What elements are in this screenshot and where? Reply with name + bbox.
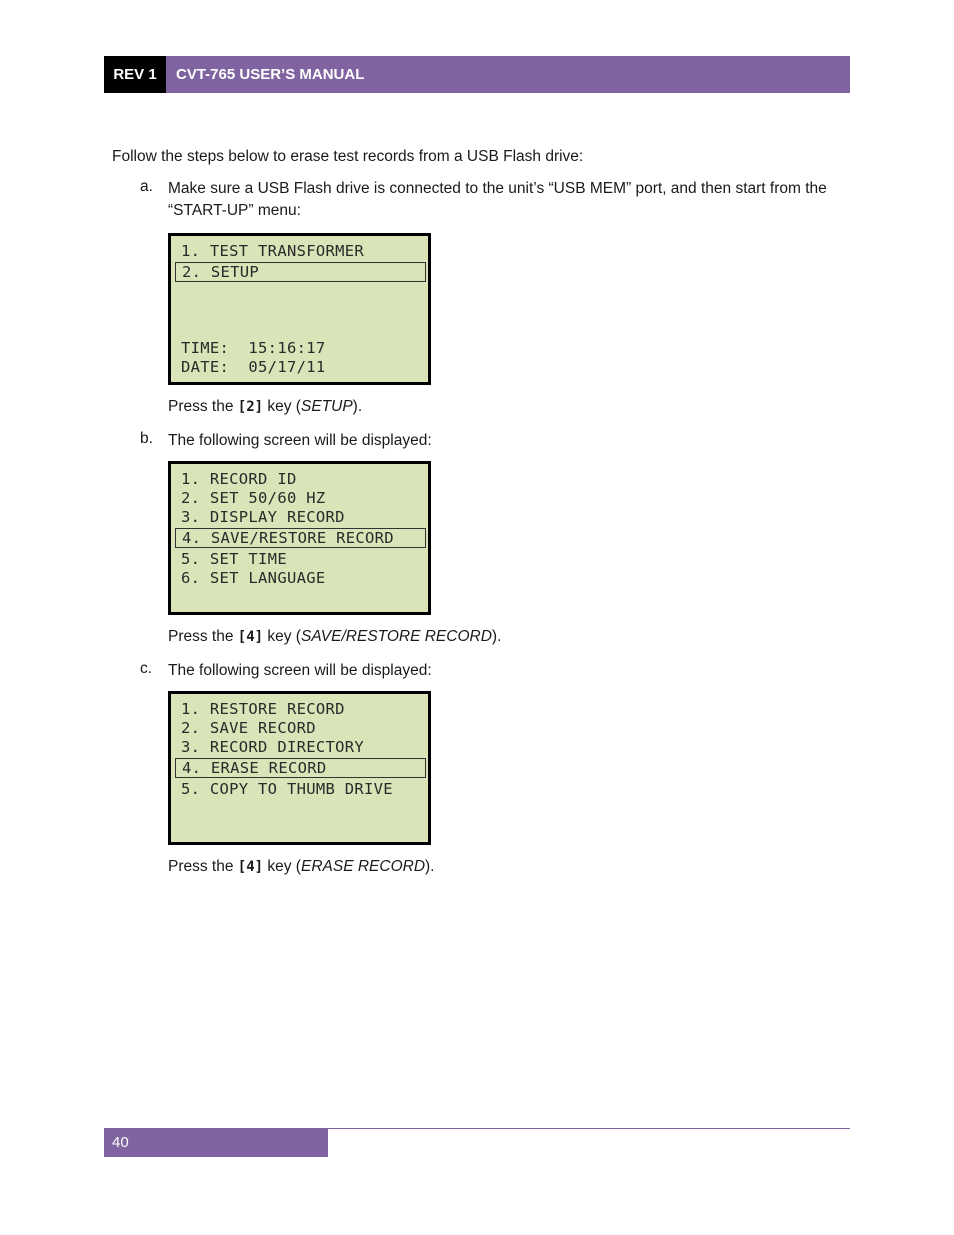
press-text: ). xyxy=(425,858,435,875)
step-c-instruction xyxy=(168,858,434,876)
press-text: ). xyxy=(491,628,502,645)
step-b-letter: b. xyxy=(140,430,153,447)
step-a-text: Make sure a USB Flash drive is connected to the unit’s “USB MEM” port, and then start from the “START-UP” menu: xyxy=(168,180,827,219)
lcd-line: 1. TEST TRANSFORMER xyxy=(181,242,365,260)
lcd-line: 3. DISPLAY RECORD xyxy=(181,508,345,526)
key-label: [2] xyxy=(237,399,264,415)
lcd-startup-menu xyxy=(168,233,431,385)
press-text: Press the xyxy=(168,628,238,645)
step-b-instruction xyxy=(168,628,501,646)
step-c-text: The following screen will be displayed: xyxy=(168,662,432,679)
step-b-text: The following screen will be displayed: xyxy=(168,432,432,449)
lcd-line: 5. COPY TO THUMB DRIVE xyxy=(181,780,393,798)
press-text: Press the xyxy=(168,398,238,415)
press-text: key ( xyxy=(263,398,301,415)
lcd-line: 2. SAVE RECORD xyxy=(181,719,316,737)
page-header xyxy=(104,56,850,93)
intro-paragraph: Follow the steps below to erase test records from a USB Flash drive: xyxy=(112,148,584,165)
key-label: [4] xyxy=(237,629,264,645)
press-text: Press the xyxy=(168,858,238,875)
action-name: SETUP xyxy=(300,398,353,415)
press-text: key ( xyxy=(263,628,301,645)
lcd-line-selected: 2. SETUP xyxy=(175,262,426,282)
lcd-line-date: DATE: 05/17/11 xyxy=(181,358,326,376)
step-a-letter: a. xyxy=(140,178,153,195)
lcd-save-restore-menu xyxy=(168,691,431,845)
lcd-line: 3. RECORD DIRECTORY xyxy=(181,738,365,756)
step-c-letter: c. xyxy=(140,660,153,677)
lcd-line: 5. SET TIME xyxy=(181,550,287,568)
lcd-line-selected: 4. ERASE RECORD xyxy=(175,758,426,778)
lcd-line: 1. RESTORE RECORD xyxy=(181,700,345,718)
lcd-setup-menu xyxy=(168,461,431,615)
lcd-line: 6. SET LANGUAGE xyxy=(181,569,326,587)
step-a-instruction xyxy=(168,398,362,416)
lcd-line-selected: 4. SAVE/RESTORE RECORD xyxy=(175,528,426,548)
press-text: key ( xyxy=(263,858,301,875)
lcd-line: 1. RECORD ID xyxy=(181,470,297,488)
action-name: SAVE/RESTORE RECORD xyxy=(300,628,492,645)
key-label: [4] xyxy=(237,859,264,875)
lcd-line-time: TIME: 15:16:17 xyxy=(181,339,326,357)
revision-label: REV 1 xyxy=(104,56,166,93)
page-number: 40 xyxy=(104,1128,328,1157)
action-name: ERASE RECORD xyxy=(300,858,426,875)
lcd-line: 2. SET 50/60 HZ xyxy=(181,489,326,507)
manual-title: CVT-765 USER’S MANUAL xyxy=(166,56,850,93)
press-text: ). xyxy=(352,398,363,415)
